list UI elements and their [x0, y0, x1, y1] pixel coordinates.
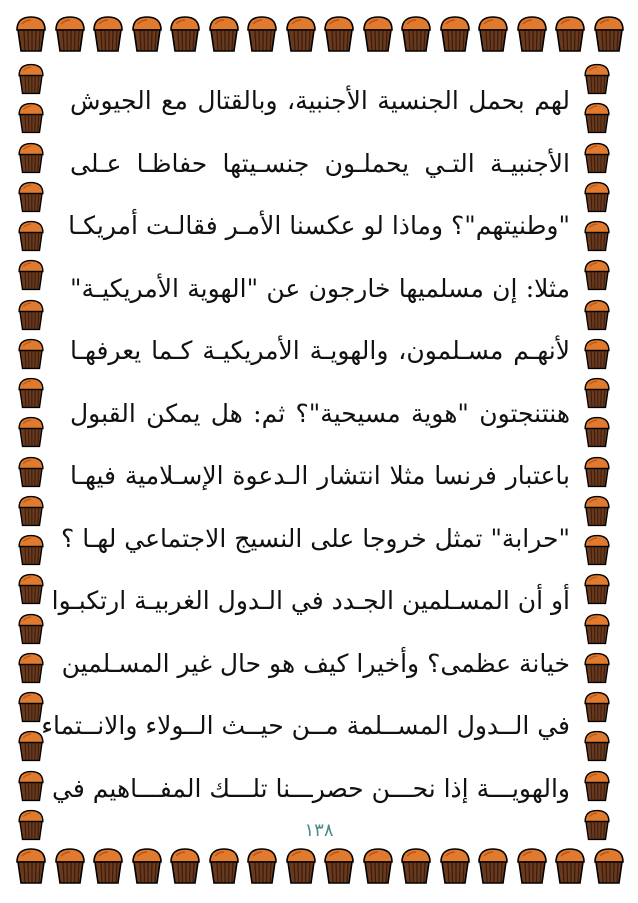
cupcake-icon: [322, 846, 356, 886]
cupcake-icon: [361, 846, 395, 886]
text-line: هنتنجتون "هوية مسيحية"؟ ثم: هل يمكن القبول: [70, 398, 570, 428]
cupcake-icon: [14, 846, 48, 886]
cupcake-icon: [580, 729, 614, 763]
cupcake-icon: [580, 494, 614, 528]
cupcake-icon: [399, 846, 433, 886]
cupcake-icon: [14, 180, 48, 214]
cupcake-icon: [14, 62, 48, 96]
cupcake-icon: [580, 258, 614, 292]
cupcake-icon: [361, 14, 395, 54]
cupcake-icon: [14, 572, 48, 606]
cupcake-icon: [580, 415, 614, 449]
cupcake-icon: [14, 769, 48, 803]
cupcake-icon: [580, 298, 614, 332]
text-line: والهويـــة إذا نحـــن حصرـــنا تلـــك المفـــاهيم في: [52, 773, 570, 803]
cupcake-icon: [438, 14, 472, 54]
cupcake-icon: [322, 14, 356, 54]
cupcake-icon: [592, 846, 626, 886]
cupcake-icon: [580, 62, 614, 96]
border-right: [580, 62, 624, 842]
page-number: ١٣٨: [304, 820, 334, 841]
cupcake-icon: [207, 14, 241, 54]
cupcake-icon: [14, 651, 48, 685]
cupcake-icon: [580, 612, 614, 646]
text-line: "حرابة" تمثل خروجا على النسيج الاجتماعي لهـا ؟: [61, 523, 570, 553]
cupcake-icon: [580, 219, 614, 253]
text-line: الأجنبيـة التـي يحملـون جنسـيتها حفاظـا عـلى: [70, 148, 570, 178]
body-text: [41, 76, 570, 826]
text-line: "وطنيتهم"؟ وماذا لو عكسنا الأمـر فقالـت أمريكـا: [68, 211, 570, 240]
cupcake-icon: [14, 298, 48, 332]
cupcake-icon: [130, 14, 164, 54]
text-line: لأنهـم مسـلمون، والهويـة الأمريكيـة كـما يعرفهـا: [70, 336, 570, 365]
cupcake-icon: [580, 376, 614, 410]
text-line: في الــدول المســلمة مــن حيــث الــولاء والانــتماء: [41, 711, 570, 740]
cupcake-icon: [580, 533, 614, 567]
cupcake-icon: [14, 415, 48, 449]
cupcake-icon: [130, 846, 164, 886]
cupcake-icon: [91, 846, 125, 886]
cupcake-icon: [592, 14, 626, 54]
cupcake-icon: [284, 14, 318, 54]
cupcake-icon: [284, 846, 318, 886]
text-line: مثلا: إن مسلميها خارجون عن "الهوية الأمريكيـة": [70, 273, 570, 303]
cupcake-icon: [580, 651, 614, 685]
cupcake-icon: [14, 376, 48, 410]
cupcake-icon: [580, 690, 614, 724]
cupcake-icon: [14, 141, 48, 175]
cupcake-icon: [14, 337, 48, 371]
cupcake-icon: [53, 846, 87, 886]
cupcake-icon: [515, 14, 549, 54]
cupcake-icon: [580, 141, 614, 175]
cupcake-icon: [399, 14, 433, 54]
cupcake-icon: [14, 14, 48, 54]
cupcake-icon: [438, 846, 472, 886]
cupcake-icon: [476, 14, 510, 54]
cupcake-icon: [580, 769, 614, 803]
cupcake-icon: [53, 14, 87, 54]
cupcake-icon: [14, 533, 48, 567]
cupcake-icon: [207, 846, 241, 886]
text-line: أو أن المسـلمين الجـدد في الـدول الغربيـة ارتكبـوا: [51, 586, 570, 615]
cupcake-icon: [91, 14, 125, 54]
cupcake-icon: [168, 14, 202, 54]
cupcake-icon: [14, 101, 48, 135]
cupcake-icon: [553, 14, 587, 54]
text-line: خيانة عظمى؟ وأخيرا كيف هو حال غير المسـلمين: [61, 648, 570, 678]
cupcake-icon: [14, 494, 48, 528]
cupcake-icon: [245, 14, 279, 54]
cupcake-icon: [14, 612, 48, 646]
text-line: باعتبار فرنسا مثلا انتشار الـدعوة الإسـلامية فيهـا: [70, 461, 570, 490]
cupcake-icon: [515, 846, 549, 886]
cupcake-icon: [580, 572, 614, 606]
cupcake-icon: [14, 219, 48, 253]
cupcake-icon: [580, 337, 614, 371]
cupcake-icon: [245, 846, 279, 886]
text-line: لهم بحمل الجنسية الأجنبية، وبالقتال مع الجيوش: [70, 86, 570, 115]
border-bottom: [14, 846, 626, 890]
cupcake-icon: [168, 846, 202, 886]
cupcake-icon: [580, 180, 614, 214]
cupcake-icon: [14, 258, 48, 292]
cupcake-icon: [580, 455, 614, 489]
cupcake-icon: [553, 846, 587, 886]
cupcake-icon: [14, 455, 48, 489]
border-top: [14, 14, 626, 58]
cupcake-icon: [476, 846, 510, 886]
cupcake-icon: [580, 101, 614, 135]
